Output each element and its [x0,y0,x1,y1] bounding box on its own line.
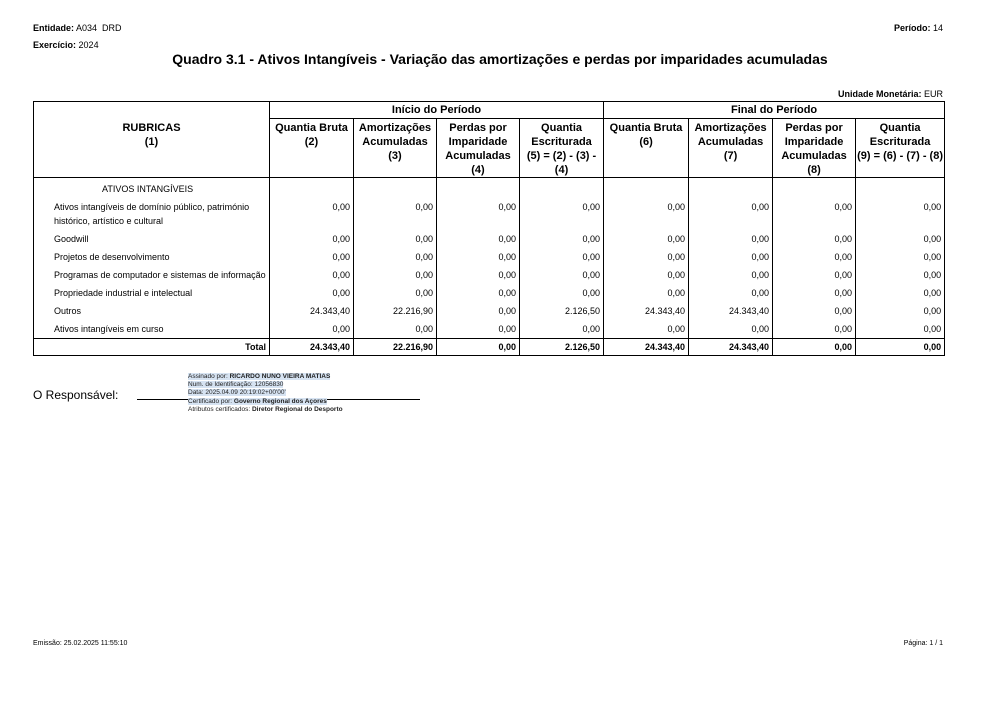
total-cell: 2.126,50 [520,339,604,356]
table-cell: 0,00 [689,266,773,284]
table-cell: 0,00 [437,302,520,320]
table-cell: 0,00 [520,248,604,266]
table-row [34,248,945,266]
table-cell: 0,00 [520,284,604,302]
column-header-line: Quantia Bruta [275,122,348,134]
exercicio-value: 2024 [78,40,99,50]
cert-value: Governo Regional dos Açores [233,398,327,405]
group-header-inicio: Início do Período [270,102,604,119]
table-row [34,320,945,339]
section-row [34,178,945,199]
column-header-line: Escriturada [869,136,931,148]
attr-label: Atributos certificados: [188,406,251,413]
row-label: Goodwill [34,230,270,248]
entidade-label: Entidade: [33,23,75,33]
periodo [894,23,943,33]
entidade [33,23,122,33]
total-cell: 0,00 [856,339,945,356]
table-cell: 0,00 [689,320,773,339]
column-header-6 [689,119,773,178]
table-cell: 0,00 [520,320,604,339]
table-cell: 0,00 [270,230,354,248]
group-header-final: Final do Período [604,102,945,119]
column-header-line: Quantia Bruta [609,122,683,134]
table-row [34,302,945,320]
table-row [34,198,945,230]
table-cell: 0,00 [604,284,689,302]
row-label: Outros [34,302,270,320]
column-header-line: Acumuladas [362,136,428,148]
table-cell: 0,00 [773,284,856,302]
table-cell: 0,00 [354,320,437,339]
column-header-line: (6) [639,136,653,148]
total-label: Total [34,339,270,356]
periodo-label: Período: [893,23,931,33]
column-header-line: Acumuladas [697,136,764,148]
table-cell: 0,00 [773,248,856,266]
table-cell: 0,00 [604,230,689,248]
table-cell: 0,00 [856,248,945,266]
periodo-value: 14 [932,23,943,33]
total-row [34,339,945,356]
table-cell: 0,00 [270,198,354,230]
table-cell: 0,00 [856,320,945,339]
total-cell: 0,00 [773,339,856,356]
column-header-line: RUBRICAS [122,121,181,134]
table-cell: 0,00 [270,284,354,302]
column-header-line: Imparidade [448,136,508,148]
table-cell: 0,00 [689,284,773,302]
group-header-row [34,102,945,119]
page-number: Página: 1 / 1 [903,640,943,647]
page-title: Quadro 3.1 - Ativos Intangíveis - Variação das amortizações e perdas por imparidades acumuladas [172,51,828,67]
table-cell: 0,00 [689,248,773,266]
table-cell: 0,00 [354,284,437,302]
table-cell: 0,00 [520,198,604,230]
column-header-8 [856,119,945,178]
table-cell: 0,00 [773,230,856,248]
column-header-line: (5) = (2) - (3) - (4) [526,150,597,176]
exercicio [33,40,99,50]
table-cell: 0,00 [773,266,856,284]
group-header-blank [34,102,270,119]
column-header-line: (1) [144,135,159,148]
cert-label: Certificado por: [188,398,233,405]
column-header-line: Perdas por [449,122,507,134]
row-label: Ativos intangíveis de domínio público, património histórico, artístico e cultural [34,198,270,230]
entidade-value: A034 DRD [76,23,122,33]
table-cell: 0,00 [520,266,604,284]
row-label: Propriedade industrial e intelectual [34,284,270,302]
row-label: Programas de computador e sistemas de informação [34,266,270,284]
table-cell: 0,00 [773,302,856,320]
table-cell: 0,00 [856,266,945,284]
table-cell: 0,00 [773,320,856,339]
signature-signed-by [188,373,330,380]
intangible-assets-table [33,101,945,356]
table-cell: 0,00 [437,284,520,302]
table-cell: 0,00 [856,230,945,248]
table-cell: 0,00 [604,320,689,339]
table-cell: 0,00 [270,266,354,284]
table-cell: 0,00 [604,248,689,266]
table-cell: 0,00 [437,230,520,248]
row-label: Projetos de desenvolvimento [34,248,270,266]
table-cell: 0,00 [437,266,520,284]
table-cell: 2.126,50 [520,302,604,320]
date-value: 2025.04.09 20:19:02+00'00' [205,389,286,396]
table-cell: 0,00 [354,266,437,284]
column-header-line: Acumuladas [781,150,847,162]
table-cell: 0,00 [354,230,437,248]
column-header-line: (4) [471,164,485,176]
signature-date [188,389,286,396]
column-header-line: Amortizações [694,122,767,134]
signature-attributes [188,406,343,413]
column-header-line: Imparidade [784,136,844,148]
table-cell: 0,00 [437,248,520,266]
total-cell: 24.343,40 [689,339,773,356]
total-cell: 22.216,90 [354,339,437,356]
section-label: ATIVOS INTANGÍVEIS [34,178,270,199]
column-header-line: Quantia [879,122,921,134]
table-cell: 0,00 [856,198,945,230]
total-cell: 24.343,40 [270,339,354,356]
table-cell: 22.216,90 [354,302,437,320]
unit-value: EUR [923,89,943,99]
column-header-line: (8) [807,164,821,176]
table-row [34,230,945,248]
row-label: Ativos intangíveis em curso [34,320,270,339]
table-cell: 24.343,40 [270,302,354,320]
column-header-line: Perdas por [785,122,843,134]
id-value: 12056830 [254,381,284,388]
column-header-7 [773,119,856,178]
table-cell: 0,00 [270,248,354,266]
table-cell: 0,00 [354,248,437,266]
total-cell: 24.343,40 [604,339,689,356]
table-cell: 0,00 [437,198,520,230]
emission-date: Emissão: 25.02.2025 11:55:10 [33,640,128,647]
table-cell: 24.343,40 [604,302,689,320]
unit-label: Unidade Monetária: [837,89,922,99]
column-header-line: Acumuladas [445,150,511,162]
column-header-1 [270,119,354,178]
column-header-row [34,119,945,178]
table-cell: 0,00 [604,266,689,284]
table-cell: 0,00 [604,198,689,230]
column-header-line: (7) [723,150,738,162]
table-cell: 0,00 [270,320,354,339]
signature-id [188,381,283,388]
column-header-line: (2) [304,136,319,148]
column-header-line: Amortizações [358,122,432,134]
id-label: Num. de Identificação: [188,381,253,388]
signed-by-label: Assinado por: [188,373,228,380]
table-cell: 0,00 [689,230,773,248]
column-header-0 [34,119,270,178]
table-row [34,266,945,284]
table-cell: 0,00 [354,198,437,230]
table-cell: 0,00 [437,320,520,339]
date-label: Data: [188,389,204,396]
column-header-line: (3) [388,150,402,162]
column-header-line: Escriturada [531,136,592,148]
column-header-3 [437,119,520,178]
table-cell: 0,00 [689,198,773,230]
table-cell: 0,00 [773,198,856,230]
signature-certified-by [188,398,327,405]
column-header-4 [520,119,604,178]
responsavel-label: O Responsável: [33,388,119,402]
column-header-line: Quantia [541,122,582,134]
table-cell: 0,00 [856,302,945,320]
table-cell: 24.343,40 [689,302,773,320]
table-row [34,284,945,302]
unidade-monetaria [838,89,943,99]
attr-value: Diretor Regional do Desporto [251,406,343,413]
column-header-2 [354,119,437,178]
table-cell: 0,00 [856,284,945,302]
table-cell: 0,00 [520,230,604,248]
signed-by-value: RICARDO NUNO VIEIRA MATIAS [229,373,331,380]
total-cell: 0,00 [437,339,520,356]
exercicio-label: Exercício: [33,40,77,50]
column-header-line: (9) = (6) - (7) - (8) [857,150,943,162]
column-header-5 [604,119,689,178]
